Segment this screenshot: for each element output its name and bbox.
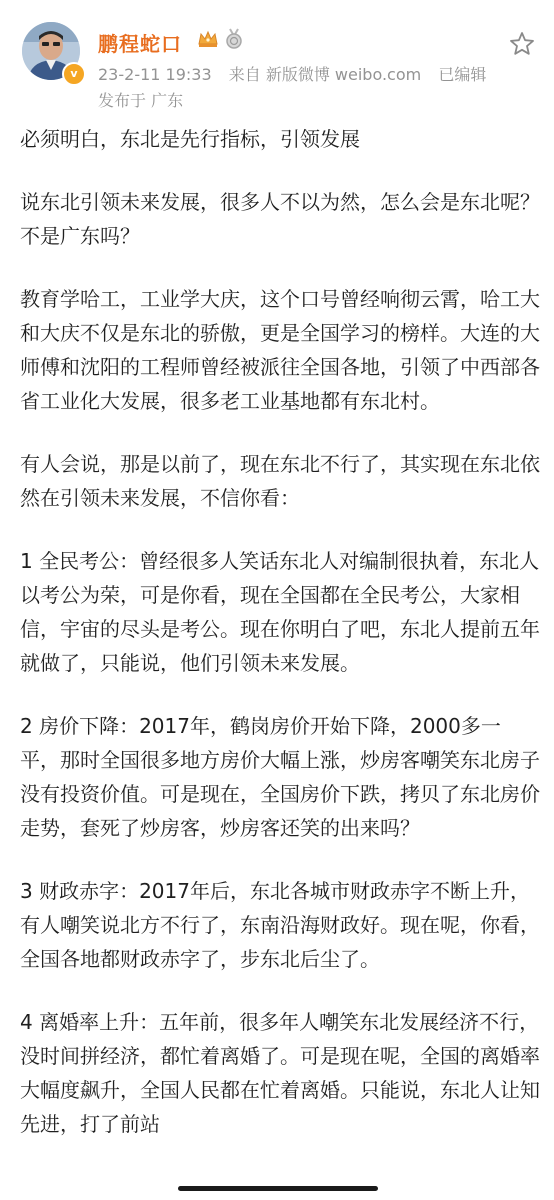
post-meta [98, 62, 498, 85]
post-date: 23-2-11 19:33 [98, 65, 212, 84]
edited-label[interactable]: 已编辑 [438, 65, 487, 84]
post-paragraph: 4 离婚率上升：五年前，很多年人嘲笑东北发展经济不行，没时间拼经济，都忙着离婚了。可是现在呢，全国的离婚率大幅度飙升，全国人民都在忙着离婚。只能说，东北人让知先进，打了前站 [20, 1010, 540, 1136]
post-paragraph: 必须明白，东北是先行指标，引领发展 [20, 127, 360, 151]
post-paragraph: 3 财政赤字：2017年后，东北各城市财政赤字不断上升，有人嘲笑说北方不行了，东南沿海财政好。现在呢，你看，全国各地都财政赤字了，步东北后尘了。 [20, 879, 540, 971]
medal-icon [224, 28, 244, 50]
post-paragraph: 教育学哈工，工业学大庆，这个口号曾经响彻云霄，哈工大和大庆不仅是东北的骄傲，更是全国学习的榜样。大连的大师傅和沈阳的工程师曾经被派往全国各地，引领了中西部各省工业化大发展，很多老工业基地都有东北村。 [20, 287, 540, 413]
post-body [20, 122, 540, 1170]
post-location: 发布于 广东 [98, 91, 184, 110]
post-paragraph: 有人会说，那是以前了，现在东北不行了，其实现在东北依然在引领未来发展，不信你看： [20, 452, 540, 510]
post-source: 来自 新版微博 weibo.com [228, 65, 422, 84]
crown-icon [197, 29, 219, 49]
post-paragraph: 2 房价下降：2017年，鹤岗房价开始下降，2000多一平，那时全国很多地方房价大幅上涨，炒房客嘲笑东北房子没有投资价值。可是现在，全国房价下跌，拷贝了东北房价走势，套死了炒房客，炒房客还笑的出来吗？ [20, 714, 540, 840]
post-header [0, 0, 554, 120]
home-indicator[interactable] [178, 1186, 378, 1191]
author-name[interactable]: 鹏程蛇口 [98, 32, 182, 56]
star-outline-icon[interactable] [508, 30, 536, 58]
post-paragraph: 说东北引领未来发展，很多人不以为然，怎么会是东北呢？不是广东吗？ [20, 190, 540, 248]
post-paragraph: 1 全民考公：曾经很多人笑话东北人对编制很执着，东北人以考公为荣，可是你看，现在全国都在全民考公，大家相信，宇宙的尽头是考公。现在你明白了吧，东北人提前五年就做了，只能说，他们引领未来发展。 [20, 549, 540, 675]
verified-badge: v [62, 62, 86, 86]
